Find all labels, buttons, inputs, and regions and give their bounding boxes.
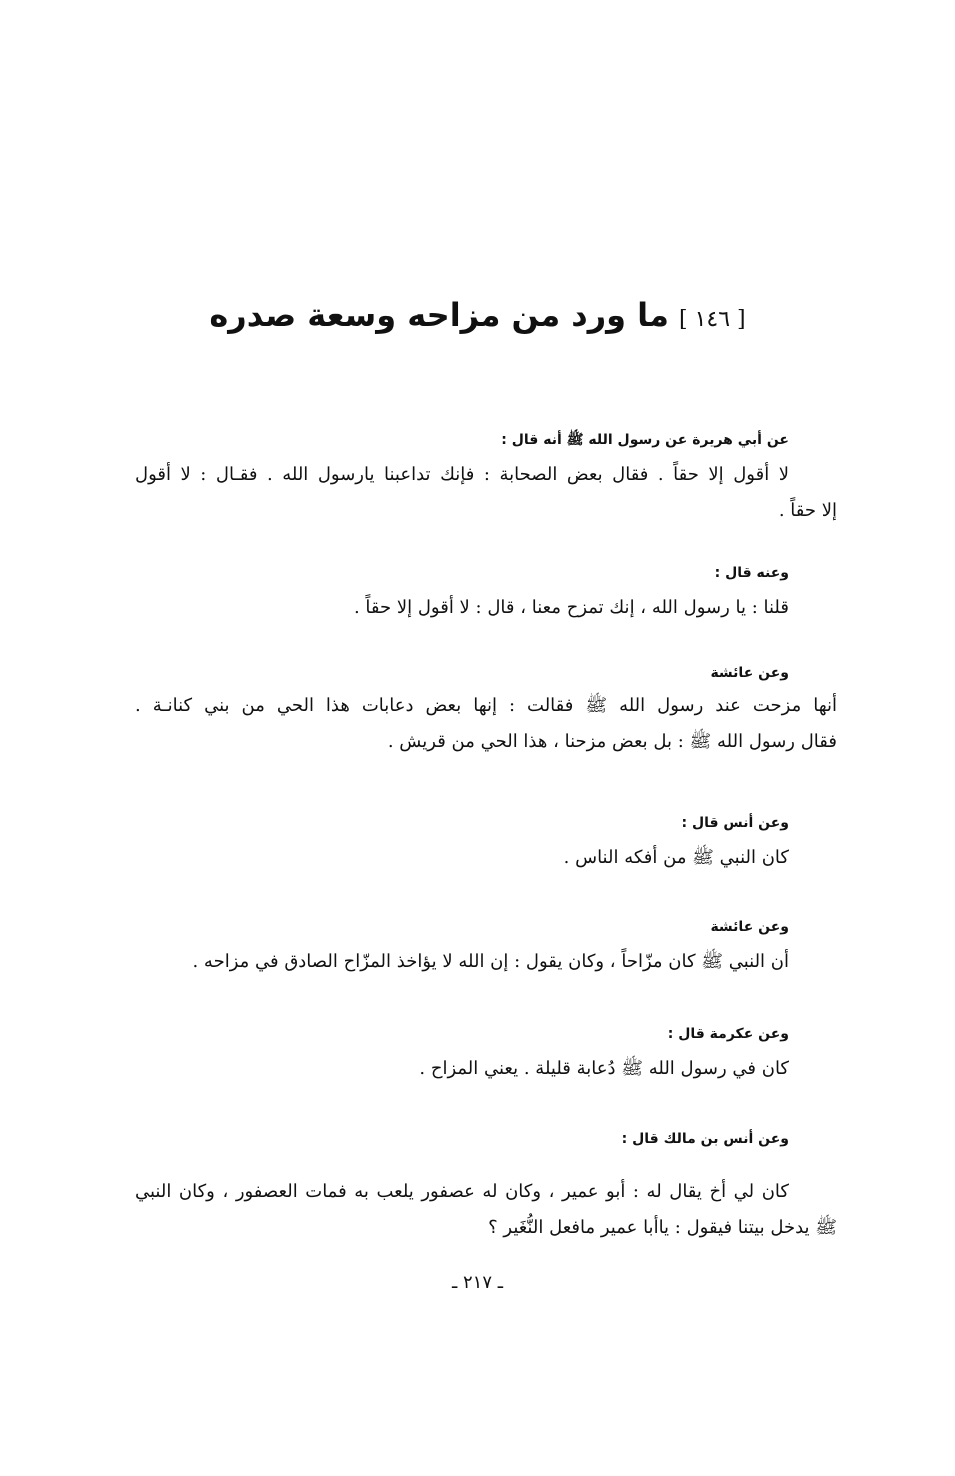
chapter-number: [ ١٤٦ ] xyxy=(678,307,746,332)
chapter-title-text: ما ورد من مزاحه وسعة صدره xyxy=(209,296,669,334)
hadith-text-line: إلا حقاً . xyxy=(778,500,837,521)
narration-heading: وعنه قال : xyxy=(714,565,789,581)
hadith-text-line: فقال رسول الله ﷺ : بل بعض مزحنا ، هذا الحي من قريش . xyxy=(387,731,837,752)
hadith-text-line: كان في رسول الله ﷺ دُعابة قليلة . يعني المزاح . xyxy=(419,1058,789,1079)
hadith-text-line: كان لي أخ يقال له : أبو عمير ، وكان له عصفور يلعب به فمات العصفور ، وكان النبي xyxy=(135,1181,789,1202)
hadith-entry xyxy=(135,1023,789,1087)
narration-heading: وعن أنس قال : xyxy=(681,815,789,831)
narration-heading: وعن عائشة xyxy=(710,919,789,935)
hadith-text-line: قلنا : يا رسول الله ، إنك تمزح معنا ، قال : لا أقول إلا حقاً . xyxy=(353,597,789,618)
narration-heading: وعن عكرمة قال : xyxy=(667,1026,789,1042)
narration-heading: وعن أنس بن مالك قال : xyxy=(621,1131,789,1147)
hadith-text-line: كان النبي ﷺ من أفكه الناس . xyxy=(563,847,789,868)
hadith-entry xyxy=(135,916,789,980)
narration-heading: وعن عائشة xyxy=(710,665,789,681)
hadith-entry xyxy=(135,1128,837,1246)
hadith-entry xyxy=(135,429,837,529)
hadith-text-line: ﷺ يدخل بيتنا فيقول : ياأبا عمير مافعل النُّغَير ؟ xyxy=(488,1217,837,1238)
narration-heading: عن أبي هريرة عن رسول الله ﷺ أنه قال : xyxy=(501,432,789,448)
hadith-text-line: أن النبي ﷺ كان مزّاحاً ، وكان يقول : إن الله لا يؤاخذ المزّاح الصادق في مزاحه . xyxy=(192,951,789,972)
hadith-text-line: أنها مزحت عند رسول الله ﷺ فقالت : إنها بعض دعابات هذا الحي من بني كنانـة . xyxy=(135,695,837,716)
hadith-text-line: لا أقول إلا حقاً . فقال بعض الصحابة : فإنك تداعبنا يارسول الله . فقـال : لا أقول xyxy=(135,464,789,485)
hadith-entry xyxy=(135,562,789,626)
chapter-title xyxy=(0,290,955,345)
hadith-entry xyxy=(135,812,789,876)
page-number: ـ ٢١٧ ـ xyxy=(451,1272,503,1293)
hadith-entry xyxy=(135,662,837,760)
